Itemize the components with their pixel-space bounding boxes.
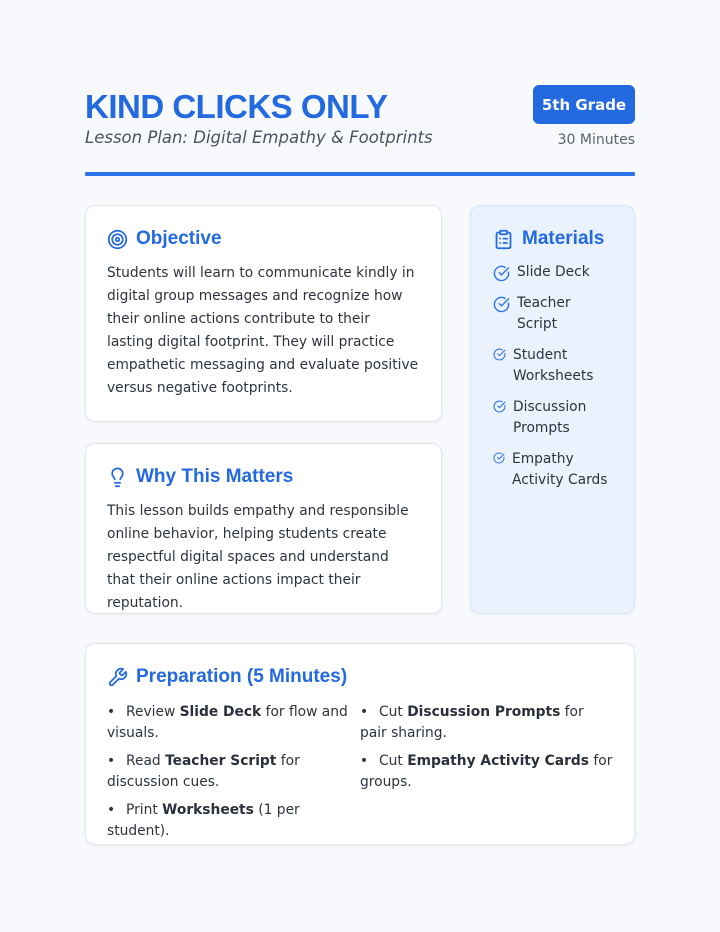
material-label: Student Worksheets [513,347,594,384]
preparation-card [85,643,635,845]
material-item [493,262,612,283]
preparation-item: • Read Teacher Script for discussion cues. [107,753,300,790]
why-text: This lesson builds empathy and responsible online behavior, helping students create respectful digital spaces and understand that their online actions impact their reputation. [107,503,409,611]
material-label: Empathy Activity Cards [512,451,608,488]
material-item [493,345,612,387]
objective-text: Students will learn to communicate kindly in digital group messages and recognize how their online actions contribute to their lasting digital footprint. They will practice empathetic messaging and evaluate positive versus negative footprints. [107,265,419,396]
materials-title: Materials [522,228,605,249]
wrench-icon [107,667,128,688]
materials-list [493,262,612,491]
grade-badge: 5th Grade [533,85,635,124]
header-divider [85,172,635,176]
material-item [493,397,612,439]
preparation-item: • Review Slide Deck for flow and visuals. [107,704,348,741]
check-circle-icon [493,296,510,313]
objective-title: Objective [136,228,222,249]
clipboard-icon [493,229,514,250]
objective-card [85,205,442,422]
material-label: Teacher Script [517,295,571,332]
materials-card [470,205,635,614]
preparation-heading [107,666,613,688]
check-circle-icon [493,400,506,413]
preparation-list-left [107,702,360,849]
objective-heading [107,228,420,250]
lightbulb-icon [107,467,128,488]
material-item [493,293,612,335]
materials-heading [493,228,612,250]
check-circle-icon [493,348,506,361]
target-icon [107,229,128,250]
page-title: KIND CLICKS ONLY [85,88,388,125]
material-label: Slide Deck [517,264,590,280]
material-item [493,449,612,491]
preparation-item: • Cut Empathy Activity Cards for groups. [360,753,613,790]
material-label: Discussion Prompts [513,399,587,436]
preparation-title: Preparation (5 Minutes) [136,666,348,687]
preparation-item: • Cut Discussion Prompts for pair sharing. [360,704,584,741]
why-card [85,443,442,614]
why-heading [107,466,420,488]
check-circle-icon [493,452,505,464]
page-subtitle: Lesson Plan: Digital Empathy & Footprints [85,128,433,147]
preparation-item: • Print Worksheets (1 per student). [107,802,300,839]
duration-label: 30 Minutes [557,132,635,148]
check-circle-icon [493,265,510,282]
preparation-list-right [360,702,613,849]
why-title: Why This Matters [136,466,294,487]
preparation-columns [107,702,613,849]
